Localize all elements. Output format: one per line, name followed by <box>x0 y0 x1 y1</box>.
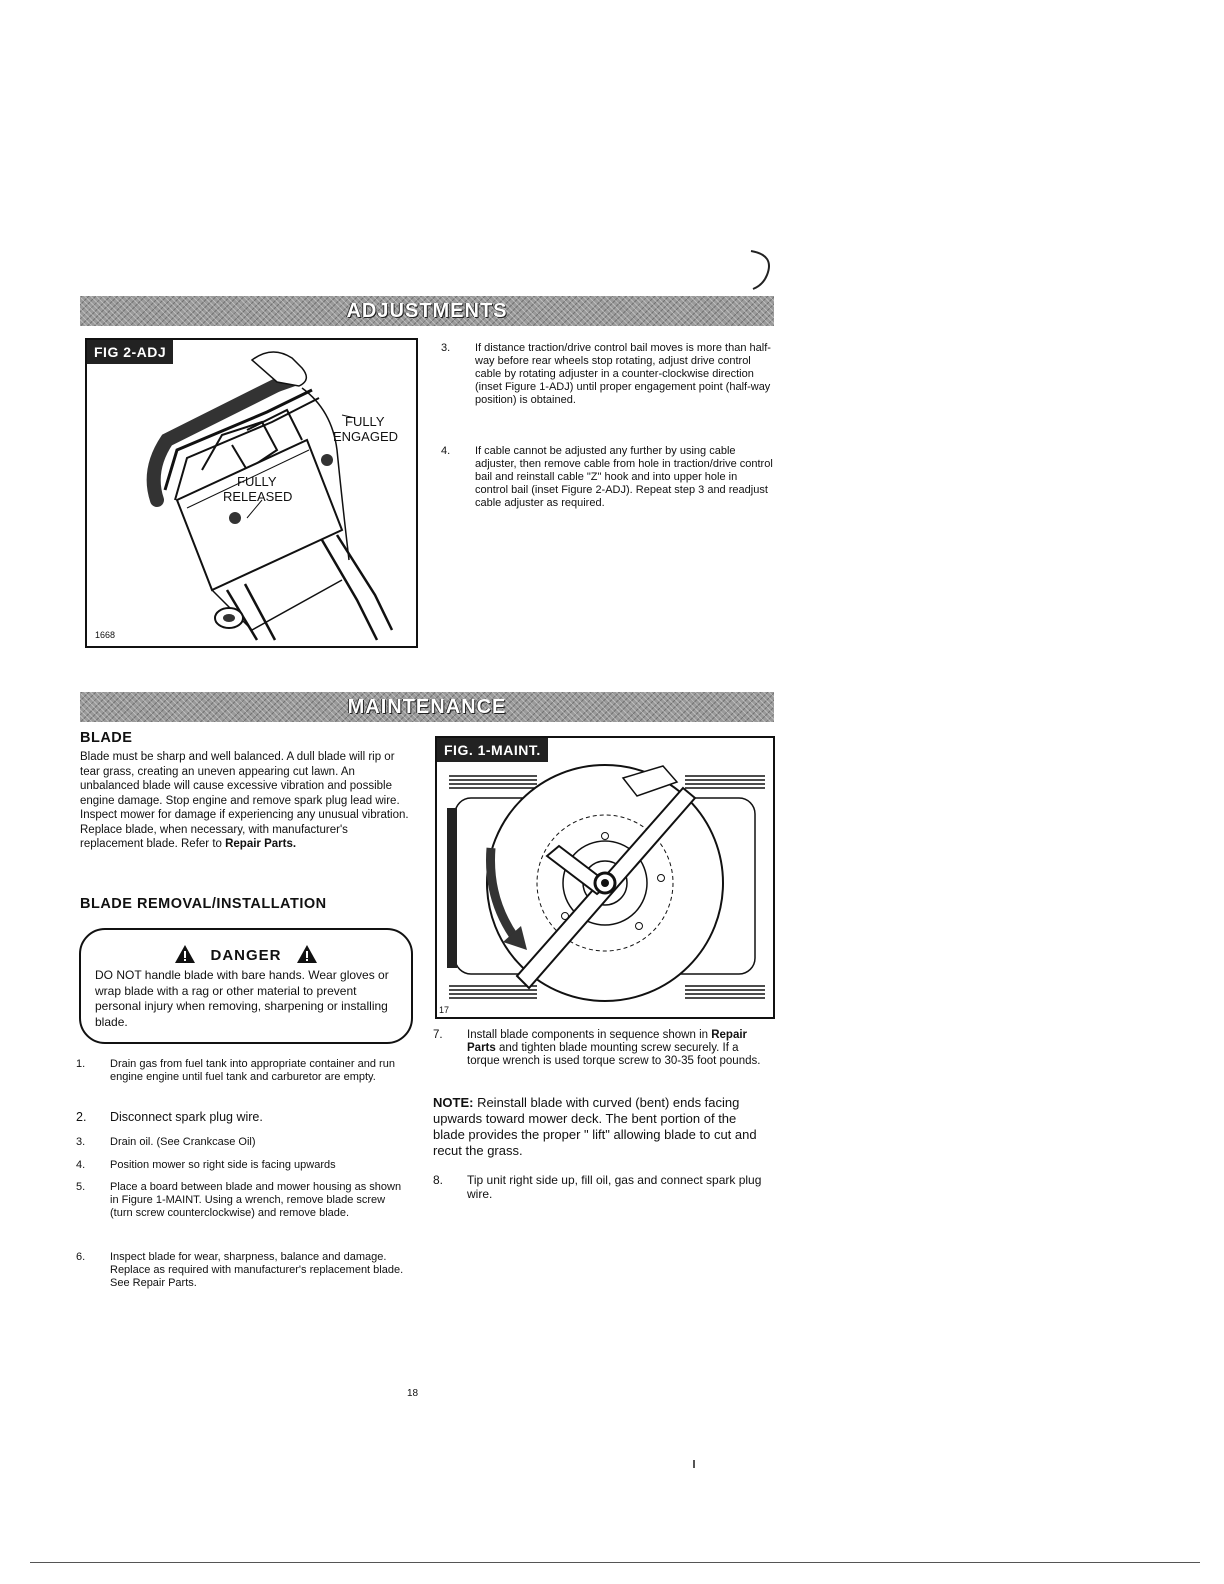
scan-artifact-tick <box>693 1460 695 1468</box>
label-fully-released-line-2: RELEASED <box>223 489 293 504</box>
figure-2-adj-id: 1668 <box>95 630 116 640</box>
maintenance-step-7-text <box>467 1029 769 1068</box>
maintenance-header: MAINTENANCE <box>347 695 507 718</box>
maintenance-step-3-text: Drain oil. (See Crankcase Oil) <box>110 1136 256 1148</box>
maintenance-step-7-number: 7. <box>433 1029 443 1041</box>
scan-artifact-curve <box>745 245 785 295</box>
blade-heading: BLADE <box>80 730 133 746</box>
blade-illustration <box>437 738 773 1017</box>
blade-repair-parts-ref: Repair Parts. <box>225 838 297 850</box>
adjustment-step-3-number: 3. <box>441 342 451 354</box>
page-number: 18 <box>407 1388 419 1399</box>
scan-artifact-rule <box>30 1562 1200 1563</box>
step-7-repair-parts-ref: Repair Parts <box>467 1029 748 1054</box>
adjustments-header-band <box>80 296 774 326</box>
figure-2-adj <box>85 338 418 648</box>
danger-title-row <box>81 944 411 964</box>
maintenance-step-5-number: 5. <box>76 1181 86 1193</box>
maintenance-step-1-number: 1. <box>76 1058 86 1070</box>
label-fully-engaged-line-1: FULLY <box>345 414 385 429</box>
note-label: NOTE: <box>433 1095 474 1110</box>
maintenance-step-3-number: 3. <box>76 1136 86 1148</box>
maintenance-step-6-number: 6. <box>76 1251 86 1263</box>
label-fully-released-line-1: FULLY <box>237 474 277 489</box>
figure-1-maint <box>435 736 775 1019</box>
note-text: Reinstall blade with curved (bent) ends facing upwards toward mower deck. The bent portion of the blade provides the proper " lift" allowing blade to cut and recut the grass. <box>433 1095 757 1158</box>
adjustments-header: ADJUSTMENTS <box>346 299 508 322</box>
adjustment-step-4-number: 4. <box>441 445 451 457</box>
blade-paragraph <box>80 750 412 852</box>
figure-1-maint-tag: FIG. 1-MAINT. <box>437 738 548 762</box>
warning-triangle-icon <box>174 944 196 964</box>
figure-2-adj-tag: FIG 2-ADJ <box>87 340 173 364</box>
maintenance-step-4-number: 4. <box>76 1159 86 1171</box>
step-7-pre: Install blade components in sequence shown in <box>467 1029 712 1041</box>
maintenance-step-8-number: 8. <box>433 1173 444 1187</box>
adjustment-step-3-text: If distance traction/drive control bail moves is more than half-way before rear wheels stop rotating, adjust drive control cable by rotating adjuster in a counter-clockwise direction (inset Figure 1-ADJ) until proper engagement point (half-way position) is obtained. <box>475 342 771 406</box>
maintenance-header-band <box>80 692 774 722</box>
danger-title: DANGER <box>210 947 282 964</box>
maintenance-step-2-text: Disconnect spark plug wire. <box>110 1110 263 1124</box>
maintenance-step-5-text: Place a board between blade and mower housing as shown in Figure 1-MAINT. Using a wrench, remove blade screw (turn screw counterclockwise) and remove blade. <box>110 1181 402 1219</box>
adjustment-step-4-text: If cable cannot be adjusted any further by using cable adjuster, then remove cable from hole in traction/drive control bail and reinstall cable "Z" hook and into upper hole in control bail (inset Figure 2-ADJ). Repeat step 3 and readjust cable adjuster as required. <box>475 445 773 509</box>
note-paragraph <box>433 1095 767 1159</box>
warning-triangle-icon <box>296 944 318 964</box>
maintenance-step-2-number: 2. <box>76 1110 87 1124</box>
maintenance-step-8-text: Tip unit right side up, fill oil, gas and connect spark plug wire. <box>467 1173 762 1201</box>
blade-paragraph-text: Blade must be sharp and well balanced. A dull blade will rip or tear grass, creating an uneven appearing cut lawn. An unbalanced blade will cause excessive vibration and possible engine damage. Stop engine and remove spark plug lead wire. Inspect mower for damage if experiencing any unusual vibration. Replace blade, when necessary, with manufacturer's replacement blade. Refer to <box>80 751 409 850</box>
danger-box <box>79 928 413 1044</box>
maintenance-step-6-text: Inspect blade for wear, sharpness, balance and damage. Replace as required with manufacturer's replacement blade. See Repair Parts. <box>110 1251 404 1289</box>
figure-1-maint-id: 17 <box>439 1005 450 1015</box>
label-fully-engaged-line-2: ENGAGED <box>333 429 399 444</box>
maintenance-step-4-text: Position mower so right side is facing upwards <box>110 1159 336 1171</box>
label-fully-released <box>223 474 292 504</box>
maintenance-step-1-text: Drain gas from fuel tank into appropriate container and run engine engine until fuel tank and carburetor are empty. <box>110 1058 395 1083</box>
step-7-post: and tighten blade mounting screw securely. If a torque wrench is used torque screw to 30-35 foot pounds. <box>467 1042 761 1067</box>
danger-text: DO NOT handle blade with bare hands. Wear gloves or wrap blade with a rag or other material to prevent personal injury when removing, sharpening or installing blade. <box>95 968 389 1029</box>
blade-removal-heading: BLADE REMOVAL/INSTALLATION <box>80 896 327 912</box>
label-fully-engaged <box>333 414 398 444</box>
